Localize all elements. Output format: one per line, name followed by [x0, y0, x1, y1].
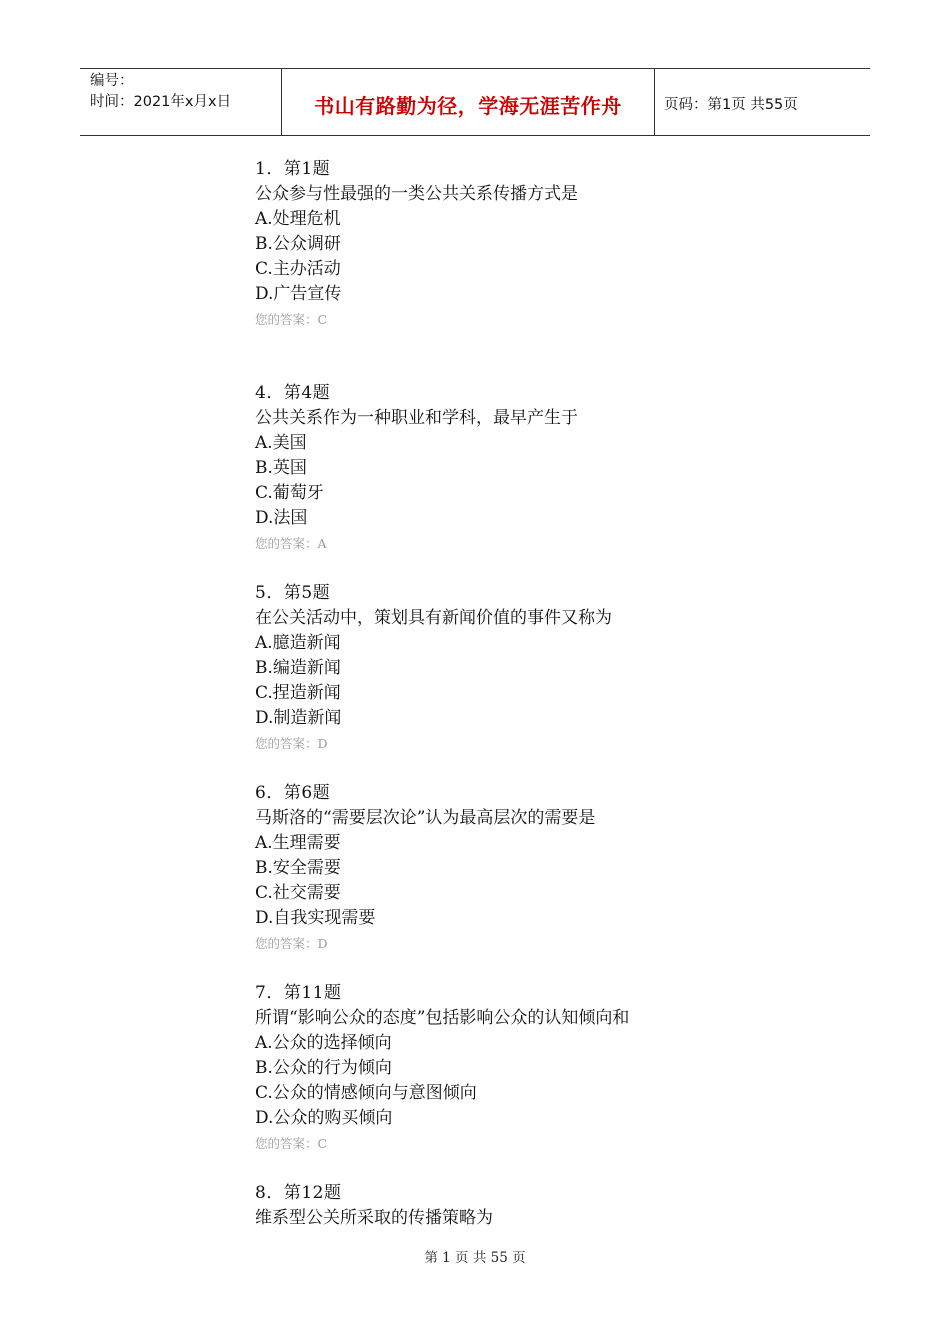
option-b: B.公众的行为倾向 — [255, 1058, 392, 1078]
question-item — [255, 781, 815, 956]
option-a: A.美国 — [255, 433, 307, 453]
question-spacer — [255, 756, 815, 781]
your-answer: 您的答案：C — [255, 1136, 328, 1151]
option-a: A.生理需要 — [255, 833, 341, 853]
question-item — [255, 381, 815, 556]
your-answer: 您的答案：A — [255, 536, 327, 551]
question-spacer — [255, 1156, 815, 1181]
question-stem: 在公关活动中，策划具有新闻价值的事件又称为 — [255, 608, 612, 628]
option-c: C.主办活动 — [255, 259, 341, 279]
question-stem: 所谓“影响公众的态度”包括影响公众的认知倾向和 — [255, 1008, 630, 1028]
option-d: D.自我实现需要 — [255, 908, 376, 928]
question-stem: 维系型公关所采取的传播策略为 — [255, 1208, 493, 1228]
option-a: A.臆造新闻 — [255, 633, 341, 653]
your-answer: 您的答案：D — [255, 936, 328, 951]
option-c: C.捏造新闻 — [255, 683, 341, 703]
option-d: D.法国 — [255, 508, 308, 528]
question-spacer — [255, 556, 815, 581]
header-meta — [80, 69, 282, 135]
option-b: B.英国 — [255, 458, 307, 478]
option-d: D.制造新闻 — [255, 708, 342, 728]
header-motto-cell — [282, 69, 655, 135]
option-b: B.安全需要 — [255, 858, 341, 878]
option-d: D.公众的购买倾向 — [255, 1108, 393, 1128]
question-stem: 马斯洛的“需要层次论”认为最高层次的需要是 — [255, 808, 596, 828]
question-title: 4．第4题 — [255, 383, 331, 403]
question-title: 8．第12题 — [255, 1183, 342, 1203]
option-a: A.处理危机 — [255, 209, 341, 229]
question-item — [255, 581, 815, 756]
question-stem: 公共关系作为一种职业和学科，最早产生于 — [255, 408, 578, 428]
question-title: 1．第1题 — [255, 159, 331, 179]
option-a: A.公众的选择倾向 — [255, 1033, 392, 1053]
question-title: 6．第6题 — [255, 783, 331, 803]
document-time-label: 时间：2021年x月x日 — [90, 94, 232, 110]
header-page-info-cell — [655, 69, 870, 135]
question-stem: 公众参与性最强的一类公共关系传播方式是 — [255, 184, 578, 204]
option-c: C.公众的情感倾向与意图倾向 — [255, 1083, 477, 1103]
option-b: B.编造新闻 — [255, 658, 341, 678]
your-answer: 您的答案：D — [255, 736, 328, 751]
question-title: 7．第11题 — [255, 983, 342, 1003]
page-footer: 第 1 页 共 55 页 — [424, 1250, 526, 1266]
question-title: 5．第5题 — [255, 583, 331, 603]
question-spacer — [255, 956, 815, 981]
option-c: C.社交需要 — [255, 883, 341, 903]
your-answer: 您的答案：C — [255, 312, 328, 327]
option-d: D.广告宣传 — [255, 284, 342, 304]
option-c: C.葡萄牙 — [255, 483, 324, 503]
header-page-info: 页码：第1页 共55页 — [664, 96, 798, 113]
question-list — [255, 157, 815, 1231]
option-b: B.公众调研 — [255, 234, 341, 254]
page-header — [80, 68, 870, 136]
document-number-label: 编号： — [90, 73, 134, 89]
question-item — [255, 157, 815, 332]
question-spacer — [255, 332, 815, 381]
question-item — [255, 1181, 815, 1231]
header-motto: 书山有路勤为径，学海无涯苦作舟 — [314, 93, 622, 118]
question-item — [255, 981, 815, 1156]
